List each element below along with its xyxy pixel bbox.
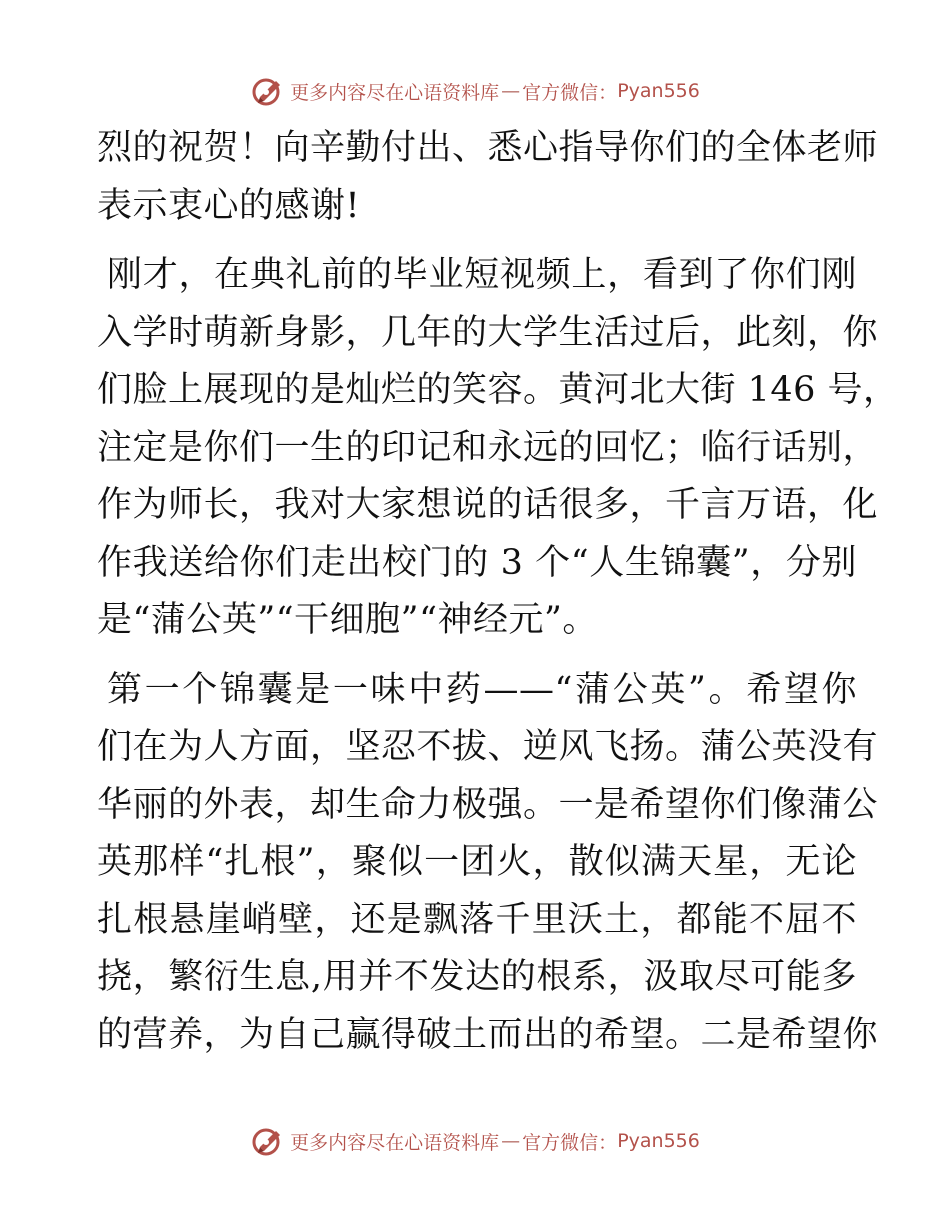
text-line: 作为师长，我对大家想说的话很多，千言万语，化 — [97, 485, 879, 525]
text-line: 华丽的外表，却生命力极强。一是希望你们像蒲公 — [97, 784, 879, 825]
text-line: 们脸上展现的是灿烂的笑容。黄河北大街 146 号， — [97, 370, 899, 410]
text-line: 注定是你们一生的印记和永远的回忆；临行话别， — [97, 427, 879, 468]
document-body — [97, 120, 899, 1064]
paragraph-dandelion — [97, 662, 879, 1065]
text-line: 表示衷心的感谢! — [97, 185, 361, 226]
text-line: 的营养，为自己赢得破土而出的希望。二是希望你 — [97, 1014, 879, 1055]
pen-logo-icon — [250, 1123, 286, 1159]
paragraph-video-memories — [97, 247, 899, 650]
text-line: 入学时萌新身影，几年的大学生活过后，此刻，你 — [97, 312, 879, 353]
text-line: 第一个锦囊是一味中药——“蒲公英”。希望你 — [107, 669, 857, 710]
watermark-site-text: 更多内容尽在心语资料库 — [290, 81, 500, 104]
watermark-wechat-account: Pyan556 — [617, 80, 700, 102]
text-line: 是“蒲公英”“干细胞”“神经元”。 — [97, 600, 598, 640]
watermark-site-text: 更多内容尽在心语资料库 — [290, 1131, 500, 1154]
text-line: 挠，繁衍生息,用并不发达的根系，汲取尽可能多 — [97, 957, 857, 997]
watermark-wechat-label: 官方微信： — [522, 1131, 618, 1154]
paragraph-congratulations — [97, 120, 879, 235]
watermark-separator: — — [501, 80, 521, 102]
watermark-wechat-label: 官方微信： — [522, 81, 618, 104]
text-line: 们在为人方面，坚忍不拔、逆风飞扬。蒲公英没有 — [97, 727, 879, 767]
watermark-wechat-account: Pyan556 — [617, 1130, 700, 1152]
text-line: 扎根悬崖峭壁，还是飘落千里沃土，都能不屈不 — [97, 899, 857, 940]
text-line: 刚才，在典礼前的毕业短视频上，看到了你们刚 — [107, 255, 857, 295]
text-line: 烈的祝贺！向辛勤付出、悉心指导你们的全体老师 — [97, 128, 879, 168]
header-watermark — [0, 71, 950, 111]
text-line: 作我送给你们走出校门的 3 个“人生锦囊”，分别 — [97, 542, 857, 583]
pen-logo-icon — [250, 73, 286, 109]
text-line: 英那样“扎根”，聚似一团火，散似满天星，无论 — [97, 842, 857, 882]
watermark-separator: — — [501, 1130, 521, 1152]
footer-watermark — [0, 1121, 950, 1161]
